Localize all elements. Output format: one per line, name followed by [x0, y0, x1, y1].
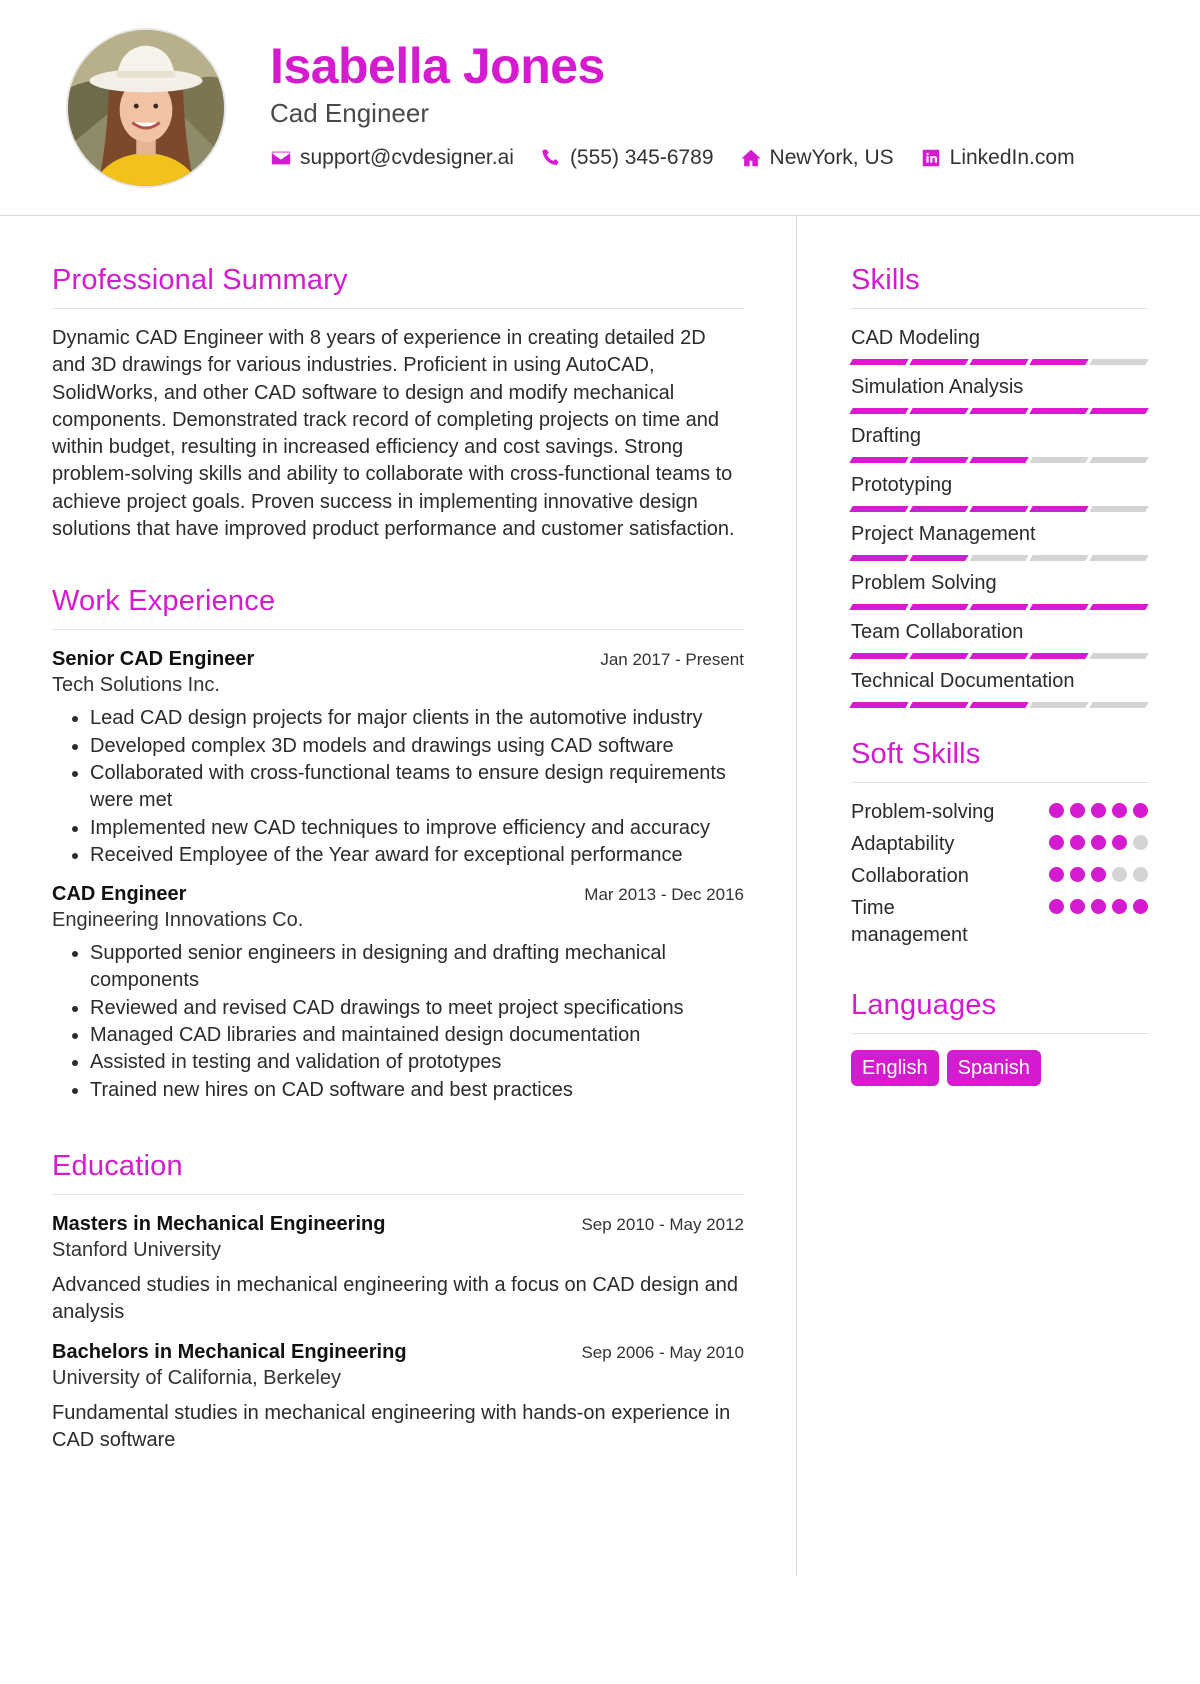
rating-dot [1049, 899, 1064, 914]
degree-description: Fundamental studies in mechanical engineering with hands-on experience in CAD software [52, 1401, 731, 1451]
rating-dot [1112, 835, 1127, 850]
degree-title: Masters in Mechanical Engineering [52, 1212, 386, 1235]
job-bullets [52, 705, 744, 869]
skill-level-segment [1029, 408, 1088, 414]
job-bullet: • Implemented new CAD techniques to improve efficiency and accuracy [90, 815, 744, 842]
skill-level-segment [969, 604, 1028, 610]
skill-level-segment [1029, 702, 1088, 708]
rating-dot [1112, 803, 1127, 818]
skill-level-segment [1029, 457, 1088, 463]
skill-level-segment [909, 408, 968, 414]
rating-dot [1112, 899, 1127, 914]
soft-skill-item [851, 799, 1148, 826]
rating-dot [1070, 803, 1085, 818]
home-icon [740, 147, 762, 169]
skill-level-segment [1029, 604, 1088, 610]
skill-level-segment [969, 359, 1028, 365]
skill-level-segment [909, 702, 968, 708]
skill-level-segment [969, 408, 1028, 414]
rating-dot [1091, 835, 1106, 850]
skill-level-bar [851, 702, 1148, 708]
summary-text: Dynamic CAD Engineer with 8 years of experience in creating detailed 2D and 3D drawings for various industries. Proficient in using AutoCAD, SolidWorks, and other CAD software to design and modify mechanical components. Demonstrated track record of completing projects on time and within budget, resulting in increased efficiency and cost savings. Strong problem-solving skills and ability to collaborate with cross-functional teams to achieve project goals. Proven success in implementing innovative design solutions that have improved product performance and customer satisfaction. [52, 327, 735, 541]
skill-level-segment [909, 653, 968, 659]
soft-skill-name: Adaptability [851, 833, 955, 855]
skill-level-segment [1029, 359, 1088, 365]
soft-skills-section [851, 736, 1148, 949]
skill-name: Prototyping [851, 474, 953, 496]
skill-level-segment [969, 506, 1028, 512]
job-entry [52, 883, 744, 1104]
rating-dot [1133, 867, 1148, 882]
skill-item [851, 472, 1148, 512]
skill-level-segment [849, 604, 908, 610]
skill-level-segment [1089, 604, 1148, 610]
email-text: support@cvdesigner.ai [300, 146, 514, 169]
education-entry [52, 1213, 744, 1327]
sidebar-column [851, 262, 1148, 1086]
skill-item [851, 374, 1148, 414]
skill-level-segment [849, 555, 908, 561]
degree-dates: Sep 2006 - May 2010 [581, 1342, 744, 1362]
skill-level-segment [969, 653, 1028, 659]
candidate-name: Isabella Jones [270, 38, 605, 94]
job-bullet: • Received Employee of the Year award for exceptional performance [90, 842, 744, 869]
language-tag: English [851, 1050, 939, 1086]
soft-skills-heading: Soft Skills [851, 736, 1148, 783]
summary-section [52, 262, 744, 543]
skill-level-segment [909, 359, 968, 365]
linkedin-icon [920, 147, 942, 169]
degree-description: Advanced studies in mechanical engineering with a focus on CAD design and analysis [52, 1273, 738, 1324]
skill-level-segment [849, 359, 908, 365]
skill-level-segment [1089, 457, 1148, 463]
skill-level-segment [1089, 653, 1148, 659]
skill-item [851, 668, 1148, 708]
skill-item [851, 521, 1148, 561]
skill-level-bar [851, 555, 1148, 561]
skill-level-segment [849, 457, 908, 463]
phone-text: (555) 345-6789 [569, 146, 714, 169]
degree-title: Bachelors in Mechanical Engineering [52, 1340, 407, 1363]
skill-name: Team Collaboration [851, 621, 1024, 643]
soft-skill-item [851, 895, 1148, 949]
skill-level-segment [1029, 555, 1088, 561]
job-bullets [52, 940, 744, 1104]
soft-skill-item [851, 863, 1148, 890]
skill-level-bar [851, 506, 1148, 512]
skill-level-segment [1029, 653, 1088, 659]
job-bullet: • Supported senior engineers in designing and drafting mechanical components [90, 940, 744, 995]
summary-heading: Professional Summary [52, 262, 744, 309]
skill-level-segment [1029, 506, 1088, 512]
phone-icon [540, 147, 562, 169]
experience-heading: Work Experience [52, 583, 744, 630]
rating-dot [1112, 867, 1127, 882]
profile-photo [68, 30, 224, 186]
skill-level-segment [849, 702, 908, 708]
skill-item [851, 570, 1148, 610]
soft-skill-rating [1049, 895, 1148, 914]
rating-dot [1070, 867, 1085, 882]
resume-header [0, 0, 1200, 216]
linkedin-text: LinkedIn.com [949, 146, 1075, 169]
job-title: CAD Engineer [52, 883, 187, 906]
skill-level-bar [851, 359, 1148, 365]
languages-heading: Languages [851, 987, 1148, 1034]
rating-dot [1049, 803, 1064, 818]
skill-name: Drafting [851, 425, 922, 447]
skill-level-segment [969, 702, 1028, 708]
contact-phone[interactable] [540, 146, 714, 170]
skill-level-segment [909, 604, 968, 610]
soft-skill-rating [1049, 799, 1148, 818]
education-heading: Education [52, 1148, 744, 1195]
skill-level-segment [1089, 555, 1148, 561]
skill-level-segment [909, 457, 968, 463]
job-dates: Jan 2017 - Present [600, 650, 744, 670]
skill-level-segment [1089, 408, 1148, 414]
job-bullet: • Assisted in testing and validation of prototypes [90, 1049, 744, 1076]
soft-skills-list [851, 799, 1148, 949]
contact-list [270, 146, 1075, 170]
skill-level-segment [849, 653, 908, 659]
skill-name: CAD Modeling [851, 327, 980, 349]
job-bullet: • Collaborated with cross-functional teams to ensure design requirements were met [90, 760, 744, 815]
skill-level-segment [909, 555, 968, 561]
skill-item [851, 423, 1148, 463]
experience-section [52, 583, 744, 1104]
rating-dot [1133, 803, 1148, 818]
job-bullet: • Developed complex 3D models and drawings using CAD software [90, 733, 744, 760]
skill-level-bar [851, 408, 1148, 414]
skill-item [851, 619, 1148, 659]
soft-skill-rating [1049, 831, 1148, 850]
contact-location [740, 146, 894, 170]
skill-item [851, 325, 1148, 365]
rating-dot [1070, 899, 1085, 914]
soft-skill-item [851, 831, 1148, 858]
skill-name: Project Management [851, 523, 1036, 545]
rating-dot [1133, 899, 1148, 914]
rating-dot [1133, 835, 1148, 850]
soft-skill-name: Problem-solving [851, 801, 995, 823]
skill-level-bar [851, 653, 1148, 659]
contact-linkedin[interactable] [920, 146, 1075, 170]
rating-dot [1049, 867, 1064, 882]
location-text: NewYork, US [769, 146, 894, 169]
school-name: University of California, Berkeley [52, 1366, 341, 1389]
skill-name: Technical Documentation [851, 670, 1075, 692]
job-company: Engineering Innovations Co. [52, 909, 304, 932]
skill-level-segment [969, 457, 1028, 463]
languages-section [851, 987, 1148, 1086]
skill-level-segment [849, 408, 908, 414]
job-bullet: • Lead CAD design projects for major clients in the automotive industry [90, 705, 744, 732]
skill-level-segment [849, 506, 908, 512]
job-dates: Mar 2013 - Dec 2016 [584, 885, 744, 905]
skill-name: Problem Solving [851, 572, 997, 594]
envelope-icon [270, 147, 292, 169]
main-column [52, 262, 744, 1454]
rating-dot [1091, 867, 1106, 882]
degree-dates: Sep 2010 - May 2012 [581, 1214, 744, 1234]
skill-name: Simulation Analysis [851, 376, 1024, 398]
skills-heading: Skills [851, 262, 1148, 309]
school-name: Stanford University [52, 1238, 221, 1261]
skill-level-segment [1089, 359, 1148, 365]
skill-level-segment [909, 506, 968, 512]
job-bullet: • Reviewed and revised CAD drawings to meet project specifications [90, 995, 744, 1022]
job-title: Senior CAD Engineer [52, 648, 255, 671]
skill-level-bar [851, 457, 1148, 463]
skills-section [851, 262, 1148, 708]
column-divider [796, 216, 797, 1576]
rating-dot [1091, 899, 1106, 914]
skill-level-bar [851, 604, 1148, 610]
soft-skill-name: Time management [851, 897, 968, 946]
education-entry [52, 1341, 744, 1455]
skill-level-segment [1089, 506, 1148, 512]
soft-skill-name: Collaboration [851, 865, 969, 887]
soft-skill-rating [1049, 863, 1148, 882]
candidate-title: Cad Engineer [270, 98, 429, 128]
avatar [66, 28, 226, 188]
language-tag: Spanish [947, 1050, 1041, 1086]
languages-list [851, 1050, 1148, 1086]
skill-level-segment [1089, 702, 1148, 708]
job-company: Tech Solutions Inc. [52, 674, 220, 697]
rating-dot [1070, 835, 1085, 850]
education-section [52, 1148, 744, 1454]
rating-dot [1091, 803, 1106, 818]
contact-email[interactable] [270, 146, 514, 170]
job-bullet: • Managed CAD libraries and maintained design documentation [90, 1022, 744, 1049]
rating-dot [1049, 835, 1064, 850]
job-bullet: • Trained new hires on CAD software and best practices [90, 1077, 744, 1104]
skills-list [851, 325, 1148, 708]
job-entry [52, 648, 744, 869]
skill-level-segment [969, 555, 1028, 561]
